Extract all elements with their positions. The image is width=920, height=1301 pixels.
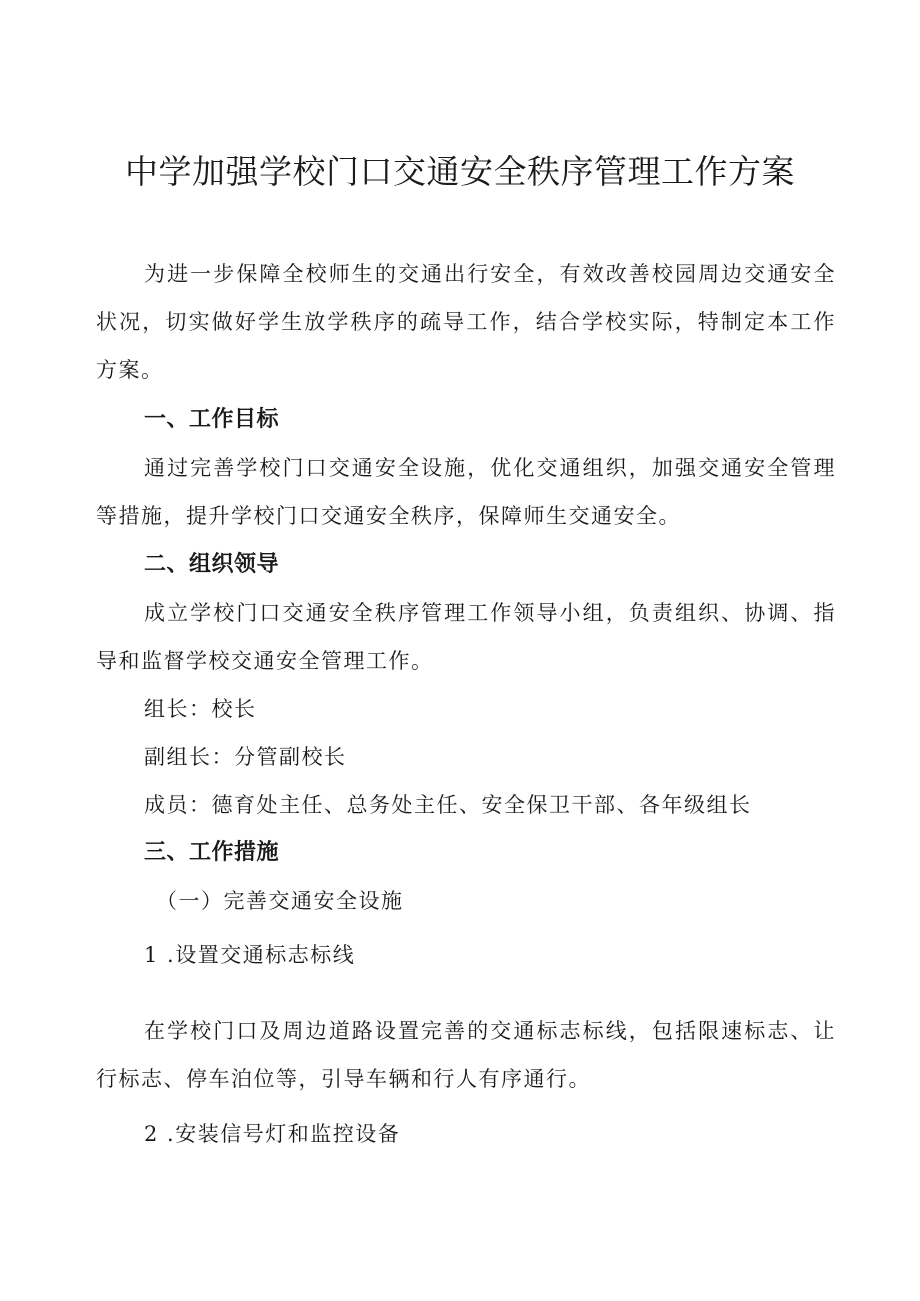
signs-paragraph: 在学校门口及周边道路设置完善的交通标志标线，包括限速标志、让行标志、停车泊位等，引导车辆和行人有序通行。 <box>96 1019 836 1091</box>
subsection-heading-facilities: （一）完善交通安全设施 <box>156 889 404 913</box>
item-heading-signs: 1 .设置交通标志标线 <box>144 943 356 967</box>
section-heading-measures: 三、工作措施 <box>144 840 280 865</box>
members-line: 成员：德育处主任、总务处主任、安全保卫干部、各年级组长 <box>144 793 752 817</box>
section-heading-organization: 二、组织领导 <box>144 552 280 577</box>
goals-paragraph: 通过完善学校门口交通安全设施，优化交通组织，加强交通安全管理等措施，提升学校门口交通安全秩序，保障师生交通安全。 <box>96 456 836 528</box>
item-heading-signals: 2 .安装信号灯和监控设备 <box>144 1122 401 1146</box>
deputy-leader-line: 副组长：分管副校长 <box>144 745 347 769</box>
document-title: 中学加强学校门口交通安全秩序管理工作方案 <box>125 152 795 191</box>
section-heading-goals: 一、工作目标 <box>144 407 280 432</box>
leader-line: 组长：校长 <box>144 697 257 721</box>
organization-paragraph: 成立学校门口交通安全秩序管理工作领导小组，负责组织、协调、指导和监督学校交通安全管理工作。 <box>96 601 836 673</box>
intro-paragraph: 为进一步保障全校师生的交通出行安全，有效改善校园周边交通安全状况，切实做好学生放学秩序的疏导工作，结合学校实际，特制定本工作方案。 <box>96 262 836 382</box>
